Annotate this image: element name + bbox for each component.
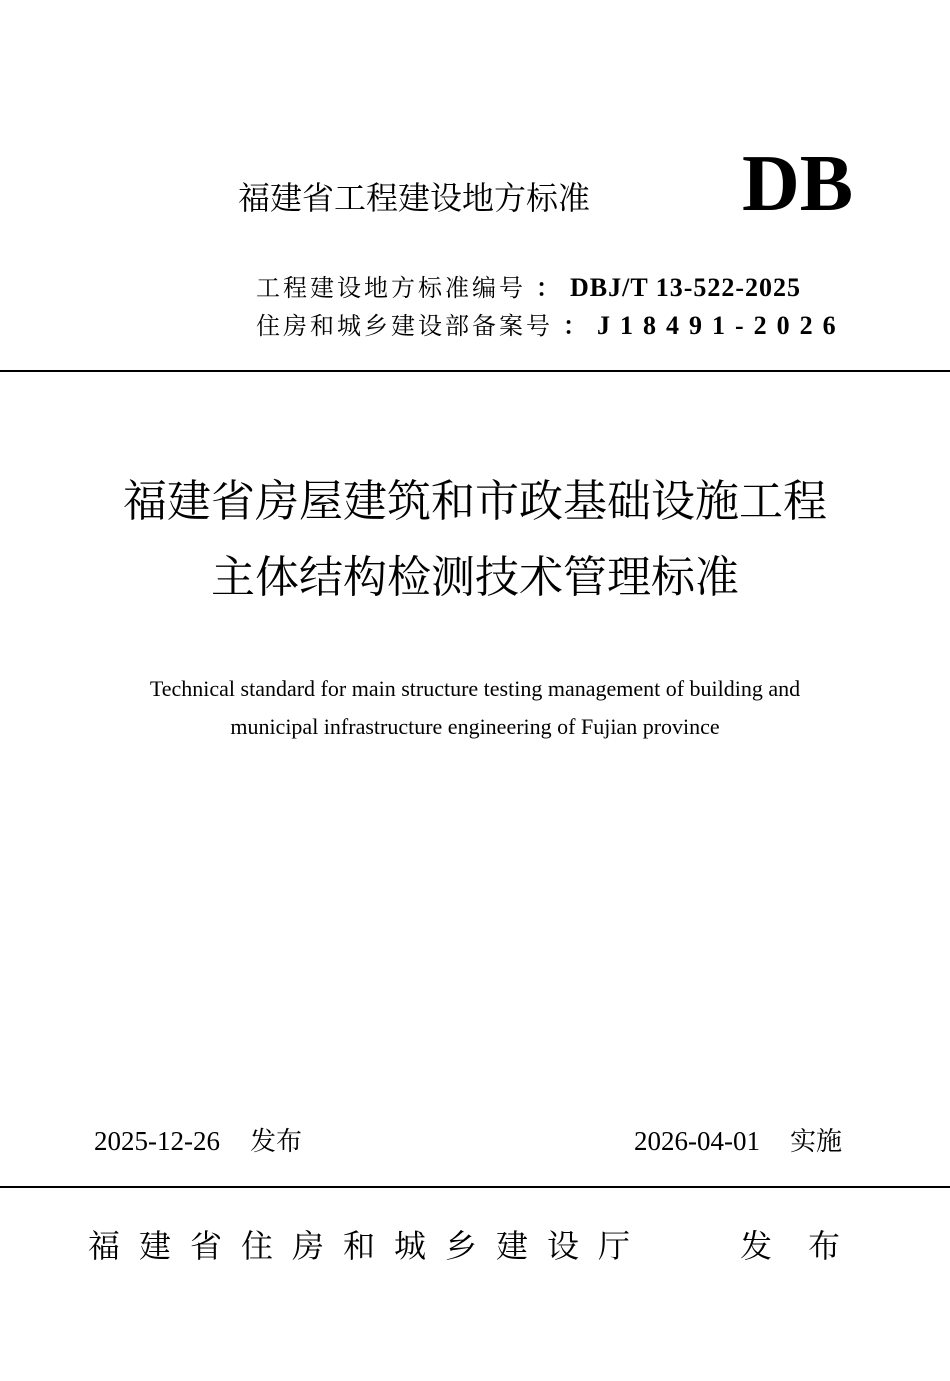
issue-label: 发布 [249,1127,302,1157]
standard-type: 福建省工程建设地方标准 [238,179,591,217]
standard-number-value: DBJ/T 13-522-2025 [570,273,802,302]
db-mark: DB [742,140,854,228]
title-en-line-2: municipal infrastructure engineering of Fujian province [230,714,720,739]
issue-date: 2025-12-26 [94,1126,220,1156]
implementation-label: 实施 [789,1127,842,1157]
standard-number-label: 工程建设地方标准编号 [256,274,526,302]
record-number-label: 住房和城乡建设部备案号 [256,312,553,340]
record-number-value: J18491-2026 [597,311,846,340]
issue-word: 发布 [740,1227,877,1265]
issuing-authority: 福建省住房和城乡建设厅 [88,1227,650,1265]
implementation-date: 2026-04-01 [634,1126,760,1156]
title-cn-line-2: 主体结构检测技术管理标准 [211,552,739,603]
issue-date-row [94,1124,302,1159]
title-cn-line-1: 福建省房屋建筑和市政基础设施工程 [123,476,827,527]
implementation-date-row [634,1124,842,1159]
standard-number-row [256,272,801,304]
top-divider [0,370,950,372]
title-en-line-1: Technical standard for main structure testing management of building and [149,676,801,701]
standard-number-colon: ： [536,274,560,302]
bottom-divider [0,1186,950,1188]
record-number-colon: ： [563,312,587,340]
record-number-row [256,310,846,342]
